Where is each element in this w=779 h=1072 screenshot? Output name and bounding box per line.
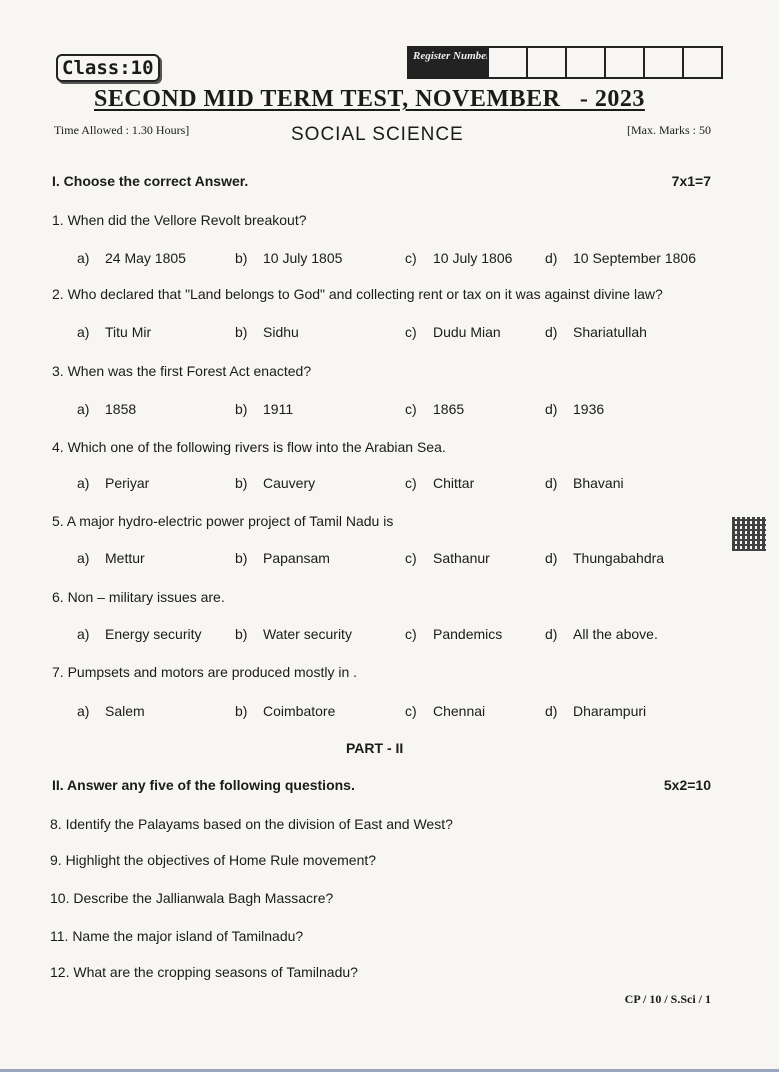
option-label: a) xyxy=(77,626,90,642)
max-marks: [Max. Marks : 50 xyxy=(627,123,711,137)
subject-title: SOCIAL SCIENCE xyxy=(291,124,464,145)
answer-option xyxy=(77,324,151,340)
option-label: d) xyxy=(545,550,558,566)
answer-option xyxy=(235,250,342,266)
answer-option xyxy=(77,703,145,719)
part2-heading: II. Answer any five of the following questions. xyxy=(52,777,355,793)
option-label: a) xyxy=(77,250,90,266)
answer-option xyxy=(405,475,474,491)
part1-marks: 7x1=7 xyxy=(671,173,711,189)
option-text: Chittar xyxy=(433,475,475,491)
option-label: c) xyxy=(405,626,417,642)
option-text: Pandemics xyxy=(433,626,503,642)
option-label: b) xyxy=(235,401,248,417)
option-label: a) xyxy=(77,550,90,566)
option-text: All the above. xyxy=(573,626,658,642)
answer-option xyxy=(77,250,186,266)
register-number-label: Register Number xyxy=(409,48,487,77)
answer-option xyxy=(77,401,136,417)
question-text: 2. Who declared that "Land belongs to God" and collecting rent or tax on it was against divine law? xyxy=(52,286,663,302)
part2-marks: 5x2=10 xyxy=(663,777,711,793)
answer-option xyxy=(235,324,299,340)
option-label: d) xyxy=(545,324,558,340)
option-text: Periyar xyxy=(105,475,150,491)
option-text: 10 September 1806 xyxy=(573,250,696,266)
option-label: b) xyxy=(235,626,248,642)
option-text: Coimbatore xyxy=(263,703,336,719)
option-label: d) xyxy=(545,475,558,491)
part2-title: PART - II xyxy=(346,740,404,756)
option-label: c) xyxy=(405,475,417,491)
option-label: d) xyxy=(545,626,558,642)
option-text: 24 May 1805 xyxy=(105,250,186,266)
answer-option xyxy=(405,626,502,642)
question-text: 3. When was the first Forest Act enacted? xyxy=(52,363,312,379)
option-text: Mettur xyxy=(105,550,145,566)
answer-option xyxy=(235,475,315,491)
option-label: b) xyxy=(235,550,248,566)
answer-option xyxy=(545,703,646,719)
answer-option xyxy=(235,401,293,417)
answer-option xyxy=(545,401,604,417)
question-text: 9. Highlight the objectives of Home Rule movement? xyxy=(50,852,377,868)
answer-option xyxy=(405,324,501,340)
register-cell xyxy=(565,48,604,77)
answer-option xyxy=(405,703,485,719)
register-cell xyxy=(604,48,643,77)
exam-title: SECOND MID TERM TEST, NOVEMBER - 2023 xyxy=(94,86,645,112)
option-text: Salem xyxy=(105,703,145,719)
option-text: 1865 xyxy=(433,401,465,417)
register-cell xyxy=(682,48,721,77)
option-label: d) xyxy=(545,703,558,719)
option-label: b) xyxy=(235,250,248,266)
answer-option xyxy=(235,626,352,642)
answer-option xyxy=(545,324,647,340)
answer-option xyxy=(545,250,696,266)
option-text: 10 July 1806 xyxy=(433,250,513,266)
option-text: Cauvery xyxy=(263,475,316,491)
option-label: c) xyxy=(405,250,417,266)
answer-option xyxy=(77,626,201,642)
question-text: 6. Non – military issues are. xyxy=(52,589,225,605)
option-label: d) xyxy=(545,401,558,417)
option-label: b) xyxy=(235,475,248,491)
part1-heading: I. Choose the correct Answer. xyxy=(52,173,249,189)
option-text: 1858 xyxy=(105,401,137,417)
question-text: 8. Identify the Palayams based on the division of East and West? xyxy=(50,816,453,832)
option-text: 1936 xyxy=(573,401,605,417)
option-text: 1911 xyxy=(263,401,294,417)
option-text: Dharampuri xyxy=(573,703,647,719)
option-text: Dudu Mian xyxy=(433,324,501,340)
option-text: Energy security xyxy=(105,626,202,642)
register-cell xyxy=(487,48,526,77)
option-text: Titu Mir xyxy=(105,324,152,340)
option-text: Bhavani xyxy=(573,475,624,491)
register-cell xyxy=(643,48,682,77)
answer-option xyxy=(77,550,145,566)
option-text: Thungabahdra xyxy=(573,550,665,566)
class-label: Class:10 xyxy=(56,54,160,82)
option-text: Shariatullah xyxy=(573,324,647,340)
answer-option xyxy=(77,475,149,491)
question-text: 1. When did the Vellore Revolt breakout? xyxy=(52,212,307,228)
register-cell xyxy=(526,48,565,77)
option-label: c) xyxy=(405,401,417,417)
option-text: Sathanur xyxy=(433,550,490,566)
option-label: a) xyxy=(77,401,90,417)
answer-option xyxy=(545,550,664,566)
question-text: 5. A major hydro-electric power project of Tamil Nadu is xyxy=(52,513,394,529)
question-text: 10. Describe the Jallianwala Bagh Massacre? xyxy=(50,890,334,906)
option-label: b) xyxy=(235,703,248,719)
option-label: a) xyxy=(77,324,90,340)
time-allowed: Time Allowed : 1.30 Hours] xyxy=(54,123,190,137)
option-text: Chennai xyxy=(433,703,486,719)
option-label: c) xyxy=(405,703,417,719)
question-text: 12. What are the cropping seasons of Tamilnadu? xyxy=(50,964,358,980)
option-text: 10 July 1805 xyxy=(263,250,343,266)
answer-option xyxy=(545,626,658,642)
answer-option xyxy=(405,250,512,266)
answer-option xyxy=(545,475,624,491)
question-text: 11. Name the major island of Tamilnadu? xyxy=(50,928,304,944)
option-text: Sidhu xyxy=(263,324,299,340)
option-label: c) xyxy=(405,550,417,566)
page-footer: CP / 10 / S.Sci / 1 xyxy=(624,992,711,1006)
answer-option xyxy=(235,550,330,566)
option-label: a) xyxy=(77,475,90,491)
question-text: 4. Which one of the following rivers is flow into the Arabian Sea. xyxy=(52,439,446,455)
answer-option xyxy=(405,550,490,566)
option-label: b) xyxy=(235,324,248,340)
option-label: c) xyxy=(405,324,417,340)
option-text: Papansam xyxy=(263,550,330,566)
answer-option xyxy=(405,401,464,417)
option-label: d) xyxy=(545,250,558,266)
answer-option xyxy=(235,703,335,719)
question-text: 7. Pumpsets and motors are produced mostly in . xyxy=(52,664,358,680)
option-text: Water security xyxy=(263,626,352,642)
option-label: a) xyxy=(77,703,90,719)
qr-code-icon xyxy=(732,517,766,551)
register-number-box xyxy=(407,46,723,79)
